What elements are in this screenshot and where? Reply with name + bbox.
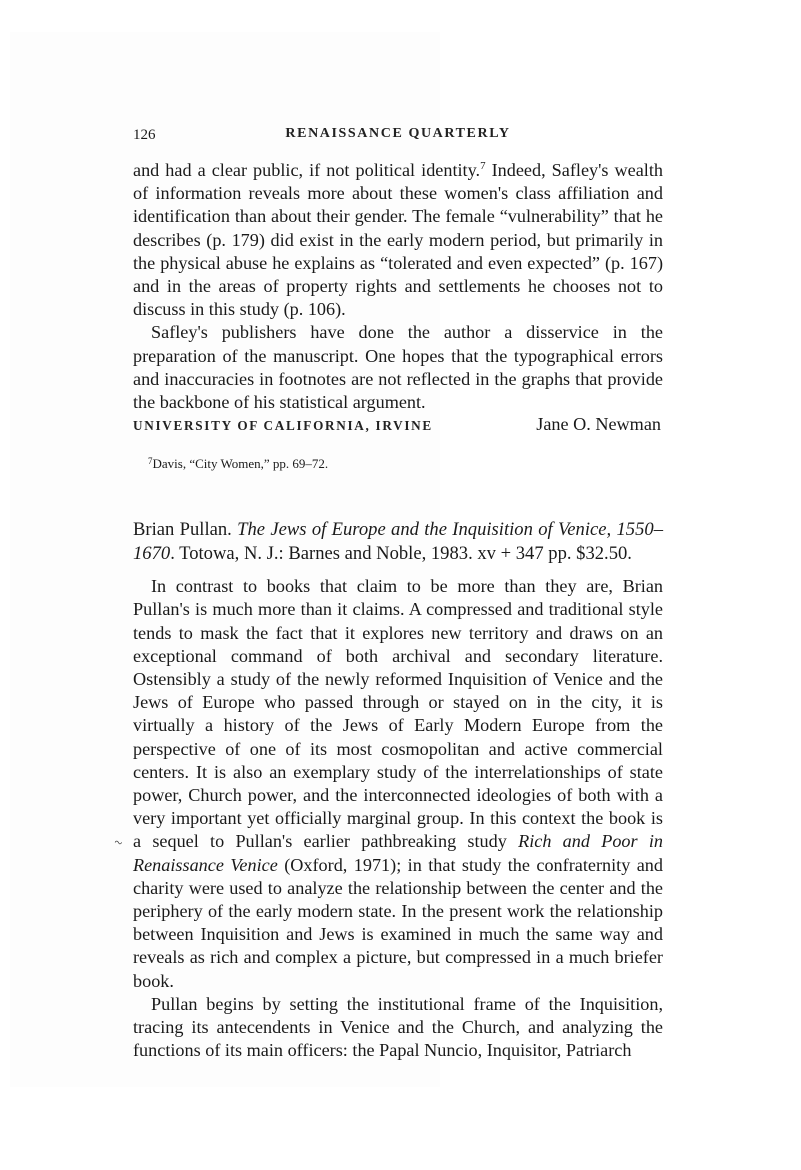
book-author: Brian Pullan. <box>133 519 238 541</box>
publication-details: . Totowa, N. J.: Barnes and Noble, 1983. xv + 347 pp. $32.50. <box>170 543 632 565</box>
paragraph-text: In contrast to books that claim to be more than they are, Brian Pullan's is much more than it claims. A compressed and traditional style tends to mask the fact that it explores new territory and draws on an exceptional command of both archival and secondary literature. Ostensibly a study of the newly reformed Inquisition of Venice and the Jews of Europe who passed through or stayed on in the city, it is virtually a history of the Jews of Early Modern Europe from the perspective of one of its most cosmopolitan and active commercial centers. It is also an exemplary study of the interrelationships of state power, Church power, and the interconnected ideologies of both with a very important yet officially marginal group. In this context the book is a sequel to Pullan's earlier pathbreaking study <box>133 576 663 852</box>
reviewer-affiliation: UNIVERSITY OF CALIFORNIA, IRVINE <box>133 418 433 434</box>
paragraph-text: Indeed, Safley's wealth of information reveals more about these women's class affiliation and identification than about their gender. The female “vulnerability” that he describes (p. 179) did exist in the early modern period, but primarily in the physical abuse he explains as “tolerated and even expected” (p. 167) and in the areas of property rights and settlements he chooses not to discuss in this study (p. 106). <box>133 160 664 320</box>
book-review <box>133 518 663 1062</box>
paragraph-text: and had a clear public, if not political identity. <box>133 160 481 180</box>
body-paragraph: Pullan begins by setting the institutional frame of the Inquisition, tracing its antecendents in Venice and the Church, and analyzing the functions of its main officers: the Papal Nuncio, Inquisitor, Patriarch <box>133 993 663 1061</box>
footnote-reference: 7 <box>480 160 486 172</box>
book-title: The Jews of Europe and the Inquisition of Venice, 1550–1670 <box>133 519 663 565</box>
reviewer-name: Jane O. Newman <box>536 414 661 435</box>
running-head <box>133 122 663 144</box>
page-number: 126 <box>133 127 156 143</box>
footnote-number: 7 <box>148 456 153 467</box>
previous-review-ending <box>133 159 663 472</box>
margin-pencil-mark: ~ <box>111 835 125 852</box>
paragraph-text: (Oxford, 1971); in that study the confraternity and charity were used to analyze the relationship between the center and the periphery of the early modern state. In the present work the relationship between Inquisition and Jews is examined in much the same way and reveals as rich and complex a picture, but compressed in a much briefer book. <box>133 854 663 991</box>
body-paragraph: Safley's publishers have done the author a disservice in the preparation of the manuscript. One hopes that the typographical errors and inaccuracies in footnotes are not reflected in the graphs that provide the backbone of his statistical argument. <box>133 322 663 413</box>
body-paragraph <box>133 159 663 321</box>
footnote-text: Davis, “City Women,” pp. 69–72. <box>152 456 329 472</box>
footnote <box>133 453 663 472</box>
journal-page <box>133 122 663 1063</box>
review-signature <box>133 414 663 438</box>
book-citation <box>133 518 663 566</box>
body-paragraph <box>133 575 663 993</box>
journal-title: RENAISSANCE QUARTERLY <box>285 126 511 141</box>
cited-book-title: Rich and Poor in Renaissance Venice <box>133 831 663 875</box>
